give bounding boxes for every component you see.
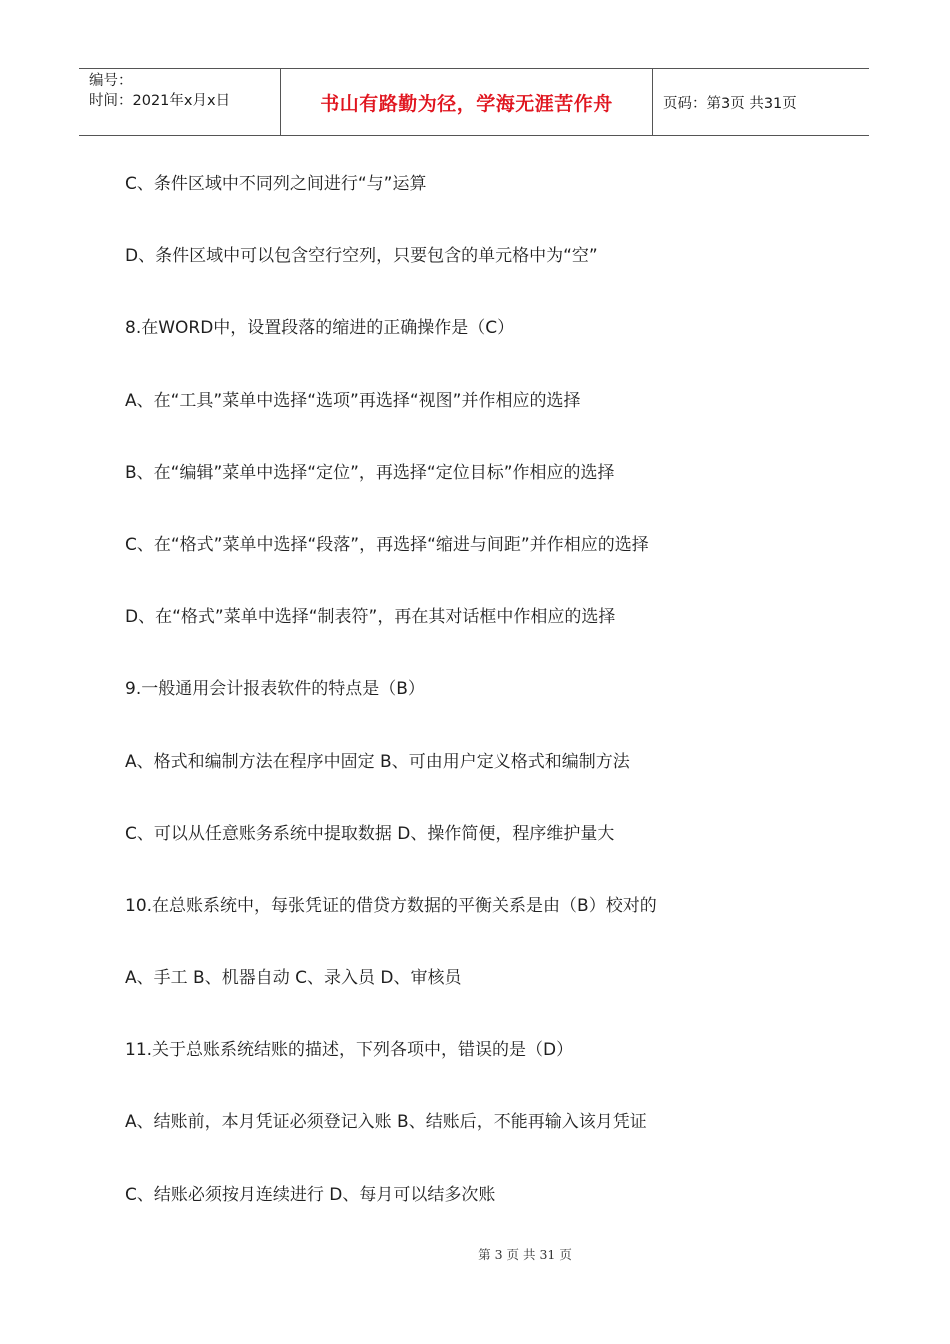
- page-header: [79, 68, 869, 136]
- question-11: 11.关于总账系统结账的描述，下列各项中，错误的是（D）: [125, 1040, 574, 1061]
- text-line: A、格式和编制方法在程序中固定 B、可由用户定义格式和编制方法: [125, 751, 630, 772]
- text-line: A、结账前，本月凭证必须登记入账 B、结账后，不能再输入该月凭证: [125, 1112, 647, 1133]
- text-line: D、在“格式”菜单中选择“制表符”，再在其对话框中作相应的选择: [125, 607, 616, 628]
- question-9: 9.一般通用会计报表软件的特点是（B）: [125, 679, 425, 700]
- question-8: 8.在WORD中，设置段落的缩进的正确操作是（C）: [125, 318, 515, 339]
- header-motto: 书山有路勤为径，学海无涯苦作舟: [320, 92, 613, 115]
- question-10: 10.在总账系统中，每张凭证的借贷方数据的平衡关系是由（B）校对的: [125, 895, 657, 916]
- header-page-info: 页码：第3页 共31页: [663, 95, 797, 112]
- page-footer: 第 3 页 共 31 页: [478, 1247, 572, 1262]
- header-time-label: 时间：2021年x月x日: [89, 93, 231, 109]
- text-line: D、条件区域中可以包含空行空列，只要包含的单元格中为“空”: [125, 246, 598, 267]
- text-line: A、在“工具”菜单中选择“选项”再选择“视图”并作相应的选择: [125, 390, 581, 411]
- text-line: C、可以从任意账务系统中提取数据 D、操作简便，程序维护量大: [125, 823, 615, 844]
- document-body: [125, 166, 845, 1249]
- text-line: C、条件区域中不同列之间进行“与”运算: [125, 174, 427, 194]
- header-meta: [89, 71, 230, 111]
- text-line: C、在“格式”菜单中选择“段落”，再选择“缩进与间距”并作相应的选择: [125, 534, 649, 555]
- header-divider-right: [652, 69, 653, 135]
- header-number-label: 编号：: [89, 73, 133, 89]
- text-line: A、手工 B、机器自动 C、录入员 D、审核员: [125, 968, 462, 989]
- text-line: B、在“编辑”菜单中选择“定位”，再选择“定位目标”作相应的选择: [125, 462, 615, 483]
- text-line: C、结账必须按月连续进行 D、每月可以结多次账: [125, 1184, 496, 1205]
